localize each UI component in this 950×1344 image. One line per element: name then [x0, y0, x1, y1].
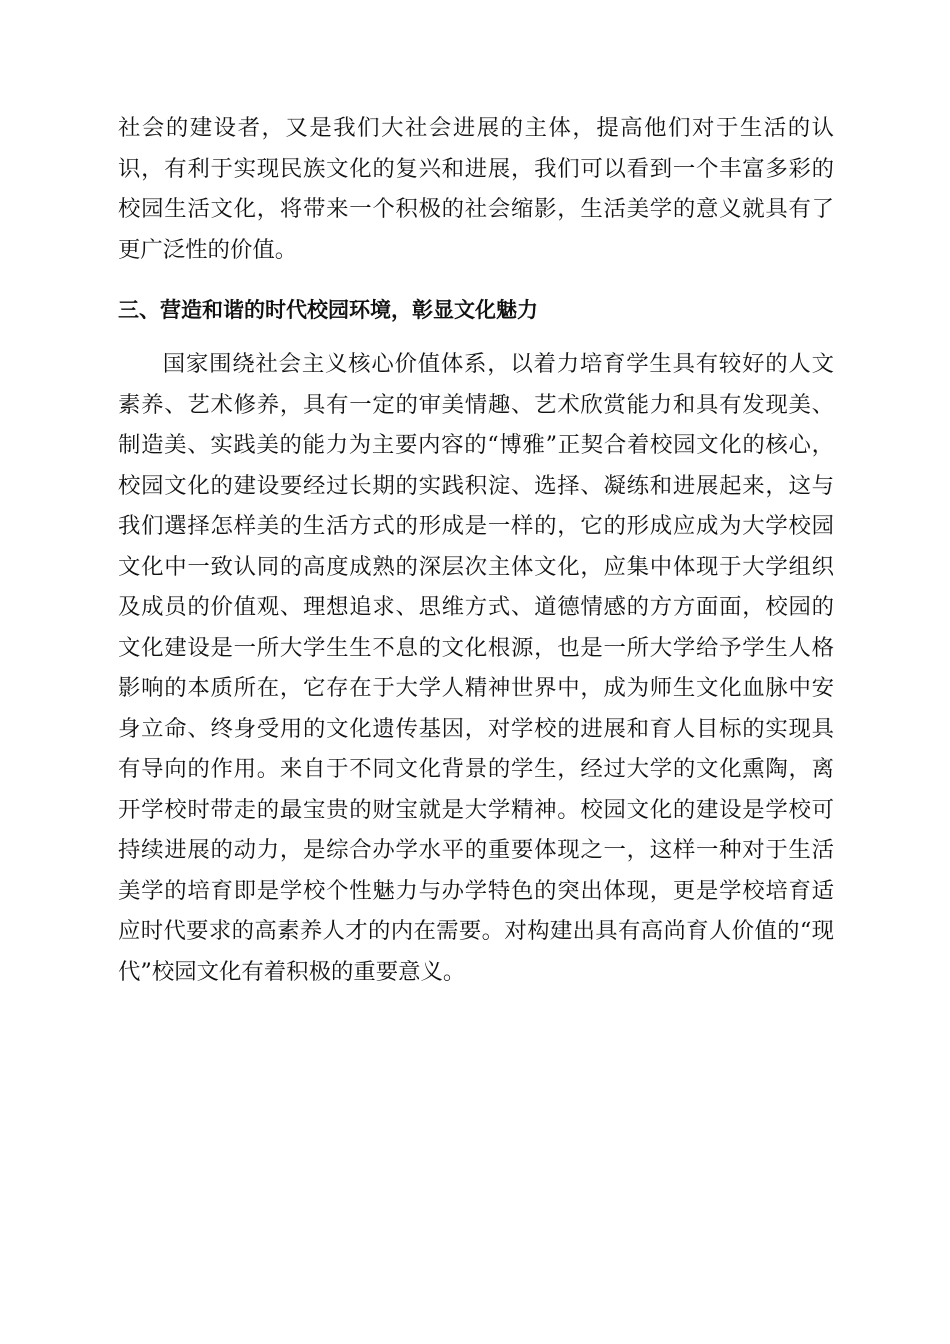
paragraph-intro-continued: 社会的建设者，又是我们大社会进展的主体，提高他们对于生活的认识，有利于实现民族文化的复兴和进展，我们可以看到一个丰富多彩的校园生活文化，将带来一个积极的社会缩影，生活美学的意义就具有了更广泛性的价值。 — [118, 115, 834, 263]
section-heading-3: 三、营造和谐的时代校园环境，彰显文化魅力 — [118, 298, 538, 322]
paragraph-section-3-body: 国家围绕社会主义核心价值体系，以着力培育学生具有较好的人文素养、艺术修养，具有一定的审美情趣、艺术欣赏能力和具有发现美、制造美、实践美的能力为主要内容的“博雅”正契合着校园文化的核心，校园文化的建设要经过长期的实践积淀、选择、凝练和进展起来，这与我们選择怎样美的生活方式的形成是一样的，它的形成应成为大学校园文化中一致认同的高度成熟的深层次主体文化，应集中体现于大学组织及成员的价值观、理想追求、思维方式、道德情感的方方面面，校园的文化建设是一所大学生生不息的文化根源，也是一所大学给予学生人格影响的本质所在，它存在于大学人精神世界中，成为师生文化血脉中安身立命、终身受用的文化遗传基因，对学校的进展和育人目标的实现具有导向的作用。来自于不同文化背景的学生，经过大学的文化熏陶，离开学校时带走的最宝贵的财宝就是大学精神。校园文化的建设是学校可持续进展的动力，是综合办学水平的重要体现之一，这样一种对于生活美学的培育即是学校个性魅力与办学特色的突出体现，更是学校培育适应时代要求的高素养人才的内在需要。对构建出具有高尚育人价值的“现代”校园文化有着积极的重要意义。 — [118, 351, 834, 985]
document-body — [118, 108, 834, 992]
